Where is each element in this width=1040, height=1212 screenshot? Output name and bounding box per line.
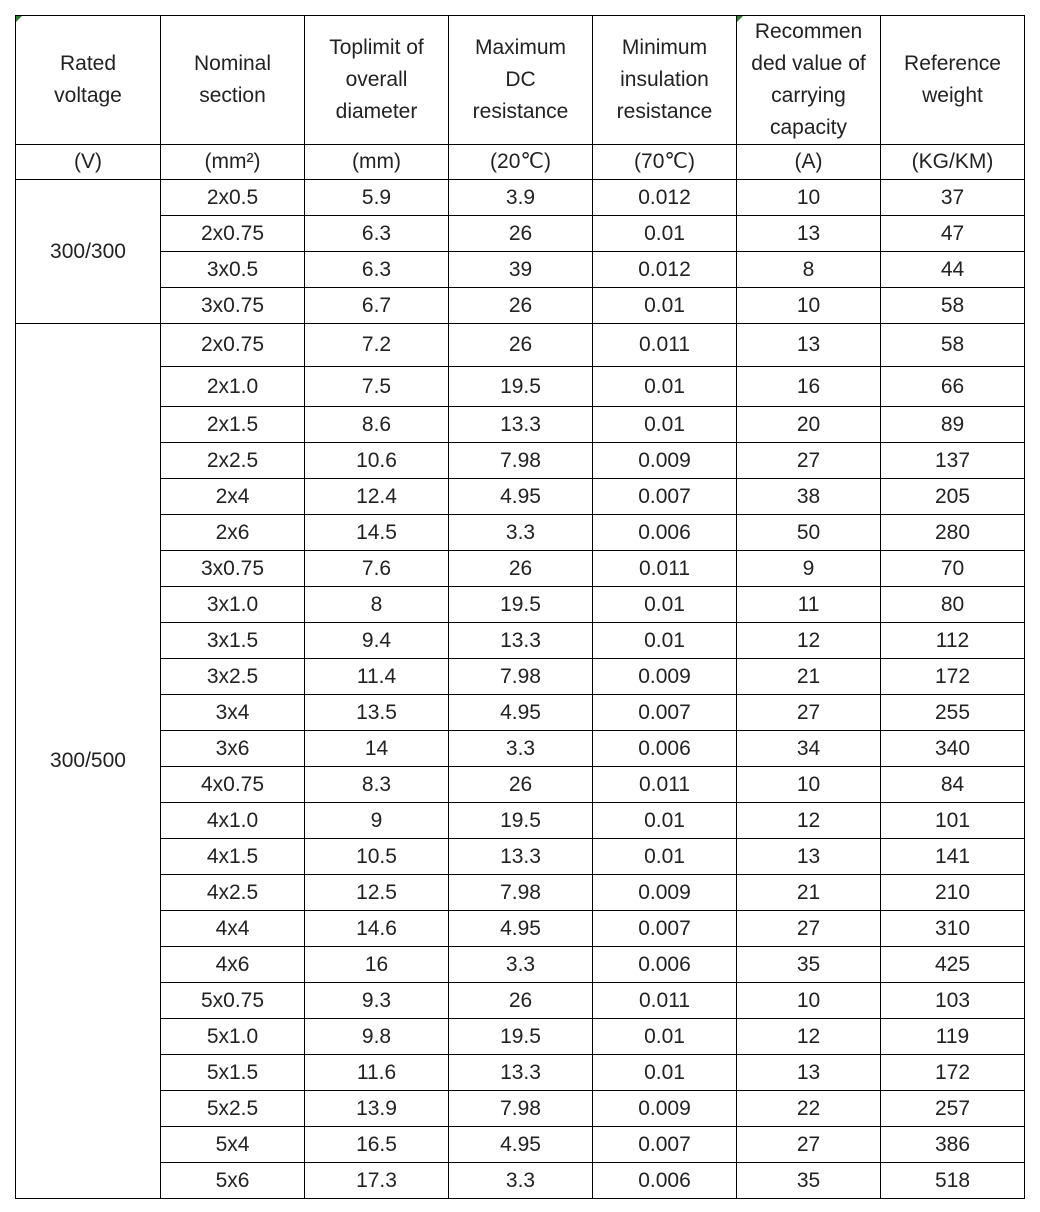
dc-resistance-cell: 26 [449,551,593,587]
insulation-resistance-cell: 0.006 [593,947,737,983]
reference-weight-cell: 386 [881,1127,1025,1163]
dc-resistance-cell: 3.9 [449,180,593,216]
dc-resistance-cell: 19.5 [449,1019,593,1055]
table-row [16,216,1025,252]
reference-weight-cell: 205 [881,479,1025,515]
reference-weight-cell: 210 [881,875,1025,911]
header-insulation-resistance: Minimum insulation resistance [593,16,737,145]
insulation-resistance-cell: 0.007 [593,911,737,947]
table-row [16,407,1025,443]
dc-resistance-cell: 26 [449,767,593,803]
insulation-resistance-cell: 0.01 [593,839,737,875]
carrying-capacity-cell: 13 [737,1055,881,1091]
table-row [16,803,1025,839]
reference-weight-cell: 257 [881,1091,1025,1127]
reference-weight-cell: 66 [881,367,1025,407]
diameter-cell: 5.9 [305,180,449,216]
header-row [16,16,1025,145]
dc-resistance-cell: 3.3 [449,515,593,551]
insulation-resistance-cell: 0.012 [593,252,737,288]
reference-weight-cell: 172 [881,1055,1025,1091]
section-cell: 5x1.0 [161,1019,305,1055]
carrying-capacity-cell: 10 [737,983,881,1019]
reference-weight-cell: 137 [881,443,1025,479]
diameter-cell: 9.3 [305,983,449,1019]
diameter-cell: 12.4 [305,479,449,515]
dc-resistance-cell: 19.5 [449,367,593,407]
insulation-resistance-cell: 0.01 [593,803,737,839]
header-overall-diameter: Toplimit of overall diameter [305,16,449,145]
unit-diameter: (mm) [305,145,449,180]
table-row [16,180,1025,216]
reference-weight-cell: 141 [881,839,1025,875]
reference-weight-cell: 112 [881,623,1025,659]
diameter-cell: 10.6 [305,443,449,479]
dc-resistance-cell: 4.95 [449,1127,593,1163]
unit-capacity: (A) [737,145,881,180]
dc-resistance-cell: 26 [449,983,593,1019]
diameter-cell: 14.5 [305,515,449,551]
reference-weight-cell: 58 [881,288,1025,324]
table-row [16,623,1025,659]
table-row [16,659,1025,695]
table-row [16,1091,1025,1127]
table-row [16,367,1025,407]
unit-weight: (KG/KM) [881,145,1025,180]
diameter-cell: 6.7 [305,288,449,324]
dc-resistance-cell: 7.98 [449,875,593,911]
carrying-capacity-cell: 21 [737,659,881,695]
carrying-capacity-cell: 27 [737,911,881,947]
section-cell: 2x4 [161,479,305,515]
header-reference-weight: Reference weight [881,16,1025,145]
table-row [16,324,1025,367]
diameter-cell: 8.6 [305,407,449,443]
diameter-cell: 8.3 [305,767,449,803]
section-cell: 4x4 [161,911,305,947]
insulation-resistance-cell: 0.01 [593,1019,737,1055]
diameter-cell: 9.4 [305,623,449,659]
reference-weight-cell: 37 [881,180,1025,216]
table-row [16,515,1025,551]
section-cell: 4x2.5 [161,875,305,911]
dc-resistance-cell: 19.5 [449,587,593,623]
insulation-resistance-cell: 0.011 [593,551,737,587]
carrying-capacity-cell: 11 [737,587,881,623]
insulation-resistance-cell: 0.012 [593,180,737,216]
dc-resistance-cell: 7.98 [449,443,593,479]
unit-voltage: (V) [16,145,161,180]
insulation-resistance-cell: 0.009 [593,1091,737,1127]
insulation-resistance-cell: 0.006 [593,1163,737,1199]
reference-weight-cell: 119 [881,1019,1025,1055]
reference-weight-cell: 80 [881,587,1025,623]
insulation-resistance-cell: 0.01 [593,1055,737,1091]
section-cell: 3x2.5 [161,659,305,695]
diameter-cell: 8 [305,587,449,623]
reference-weight-cell: 518 [881,1163,1025,1199]
diameter-cell: 10.5 [305,839,449,875]
dc-resistance-cell: 26 [449,324,593,367]
unit-section: (mm²) [161,145,305,180]
section-cell: 2x1.5 [161,407,305,443]
header-rated-voltage: Rated voltage [16,16,161,145]
table-row [16,1019,1025,1055]
section-cell: 3x4 [161,695,305,731]
section-cell: 4x1.0 [161,803,305,839]
table-row [16,911,1025,947]
reference-weight-cell: 340 [881,731,1025,767]
insulation-resistance-cell: 0.01 [593,407,737,443]
carrying-capacity-cell: 10 [737,767,881,803]
diameter-cell: 14 [305,731,449,767]
section-cell: 3x1.0 [161,587,305,623]
rated-voltage-cell: 300/300 [16,180,161,324]
insulation-resistance-cell: 0.01 [593,587,737,623]
insulation-resistance-cell: 0.01 [593,367,737,407]
section-cell: 4x0.75 [161,767,305,803]
carrying-capacity-cell: 9 [737,551,881,587]
section-cell: 5x1.5 [161,1055,305,1091]
table-row [16,875,1025,911]
insulation-resistance-cell: 0.009 [593,875,737,911]
dc-resistance-cell: 13.3 [449,1055,593,1091]
carrying-capacity-cell: 16 [737,367,881,407]
dc-resistance-cell: 39 [449,252,593,288]
insulation-resistance-cell: 0.006 [593,731,737,767]
carrying-capacity-cell: 27 [737,443,881,479]
cable-spec-table [15,15,1025,1199]
section-cell: 2x0.75 [161,216,305,252]
carrying-capacity-cell: 10 [737,180,881,216]
table-row [16,443,1025,479]
reference-weight-cell: 310 [881,911,1025,947]
diameter-cell: 12.5 [305,875,449,911]
reference-weight-cell: 103 [881,983,1025,1019]
dc-resistance-cell: 13.3 [449,407,593,443]
diameter-cell: 7.6 [305,551,449,587]
insulation-resistance-cell: 0.006 [593,515,737,551]
section-cell: 3x6 [161,731,305,767]
dc-resistance-cell: 13.3 [449,839,593,875]
carrying-capacity-cell: 27 [737,695,881,731]
reference-weight-cell: 255 [881,695,1025,731]
dc-resistance-cell: 7.98 [449,1091,593,1127]
unit-insulation: (70℃) [593,145,737,180]
carrying-capacity-cell: 34 [737,731,881,767]
dc-resistance-cell: 26 [449,216,593,252]
carrying-capacity-cell: 8 [737,252,881,288]
carrying-capacity-cell: 22 [737,1091,881,1127]
diameter-cell: 17.3 [305,1163,449,1199]
reference-weight-cell: 280 [881,515,1025,551]
section-cell: 3x0.75 [161,551,305,587]
section-cell: 2x6 [161,515,305,551]
section-cell: 3x0.5 [161,252,305,288]
carrying-capacity-cell: 35 [737,1163,881,1199]
table-row [16,551,1025,587]
section-cell: 2x0.5 [161,180,305,216]
reference-weight-cell: 89 [881,407,1025,443]
table-row [16,731,1025,767]
table-body [16,16,1025,1199]
dc-resistance-cell: 3.3 [449,947,593,983]
units-row [16,145,1025,180]
table-row [16,1127,1025,1163]
carrying-capacity-cell: 12 [737,1019,881,1055]
carrying-capacity-cell: 21 [737,875,881,911]
diameter-cell: 9 [305,803,449,839]
section-cell: 5x6 [161,1163,305,1199]
insulation-resistance-cell: 0.011 [593,324,737,367]
table-row [16,767,1025,803]
section-cell: 5x0.75 [161,983,305,1019]
reference-weight-cell: 172 [881,659,1025,695]
carrying-capacity-cell: 50 [737,515,881,551]
carrying-capacity-cell: 20 [737,407,881,443]
diameter-cell: 16 [305,947,449,983]
section-cell: 3x0.75 [161,288,305,324]
section-cell: 3x1.5 [161,623,305,659]
insulation-resistance-cell: 0.009 [593,443,737,479]
rated-voltage-cell: 300/500 [16,324,161,1199]
insulation-resistance-cell: 0.009 [593,659,737,695]
diameter-cell: 13.9 [305,1091,449,1127]
dc-resistance-cell: 7.98 [449,659,593,695]
section-cell: 5x4 [161,1127,305,1163]
reference-weight-cell: 425 [881,947,1025,983]
diameter-cell: 11.4 [305,659,449,695]
diameter-cell: 9.8 [305,1019,449,1055]
section-cell: 5x2.5 [161,1091,305,1127]
carrying-capacity-cell: 10 [737,288,881,324]
dc-resistance-cell: 4.95 [449,911,593,947]
reference-weight-cell: 58 [881,324,1025,367]
table-row [16,947,1025,983]
header-dc-resistance: Maximum DC resistance [449,16,593,145]
diameter-cell: 6.3 [305,216,449,252]
carrying-capacity-cell: 12 [737,803,881,839]
section-cell: 4x1.5 [161,839,305,875]
insulation-resistance-cell: 0.007 [593,479,737,515]
dc-resistance-cell: 4.95 [449,479,593,515]
section-cell: 4x6 [161,947,305,983]
diameter-cell: 14.6 [305,911,449,947]
section-cell: 2x1.0 [161,367,305,407]
insulation-resistance-cell: 0.01 [593,216,737,252]
insulation-resistance-cell: 0.01 [593,288,737,324]
diameter-cell: 16.5 [305,1127,449,1163]
reference-weight-cell: 47 [881,216,1025,252]
insulation-resistance-cell: 0.011 [593,767,737,803]
reference-weight-cell: 44 [881,252,1025,288]
reference-weight-cell: 84 [881,767,1025,803]
table-row [16,1163,1025,1199]
dc-resistance-cell: 19.5 [449,803,593,839]
header-nominal-section: Nominal section [161,16,305,145]
dc-resistance-cell: 26 [449,288,593,324]
insulation-resistance-cell: 0.011 [593,983,737,1019]
table-row [16,983,1025,1019]
carrying-capacity-cell: 13 [737,324,881,367]
table-row [16,1055,1025,1091]
carrying-capacity-cell: 27 [737,1127,881,1163]
diameter-cell: 6.3 [305,252,449,288]
insulation-resistance-cell: 0.007 [593,1127,737,1163]
section-cell: 2x2.5 [161,443,305,479]
carrying-capacity-cell: 13 [737,216,881,252]
dc-resistance-cell: 3.3 [449,1163,593,1199]
diameter-cell: 7.5 [305,367,449,407]
carrying-capacity-cell: 35 [737,947,881,983]
dc-resistance-cell: 13.3 [449,623,593,659]
table-row [16,288,1025,324]
unit-dc-resistance: (20℃) [449,145,593,180]
reference-weight-cell: 70 [881,551,1025,587]
diameter-cell: 7.2 [305,324,449,367]
table-row [16,252,1025,288]
table-row [16,695,1025,731]
dc-resistance-cell: 3.3 [449,731,593,767]
table-row [16,839,1025,875]
insulation-resistance-cell: 0.01 [593,623,737,659]
reference-weight-cell: 101 [881,803,1025,839]
section-cell: 2x0.75 [161,324,305,367]
dc-resistance-cell: 4.95 [449,695,593,731]
insulation-resistance-cell: 0.007 [593,695,737,731]
carrying-capacity-cell: 38 [737,479,881,515]
diameter-cell: 11.6 [305,1055,449,1091]
table-row [16,479,1025,515]
diameter-cell: 13.5 [305,695,449,731]
carrying-capacity-cell: 13 [737,839,881,875]
header-carrying-capacity: Recommen ded value of carrying capacity [737,16,881,145]
table-row [16,587,1025,623]
carrying-capacity-cell: 12 [737,623,881,659]
